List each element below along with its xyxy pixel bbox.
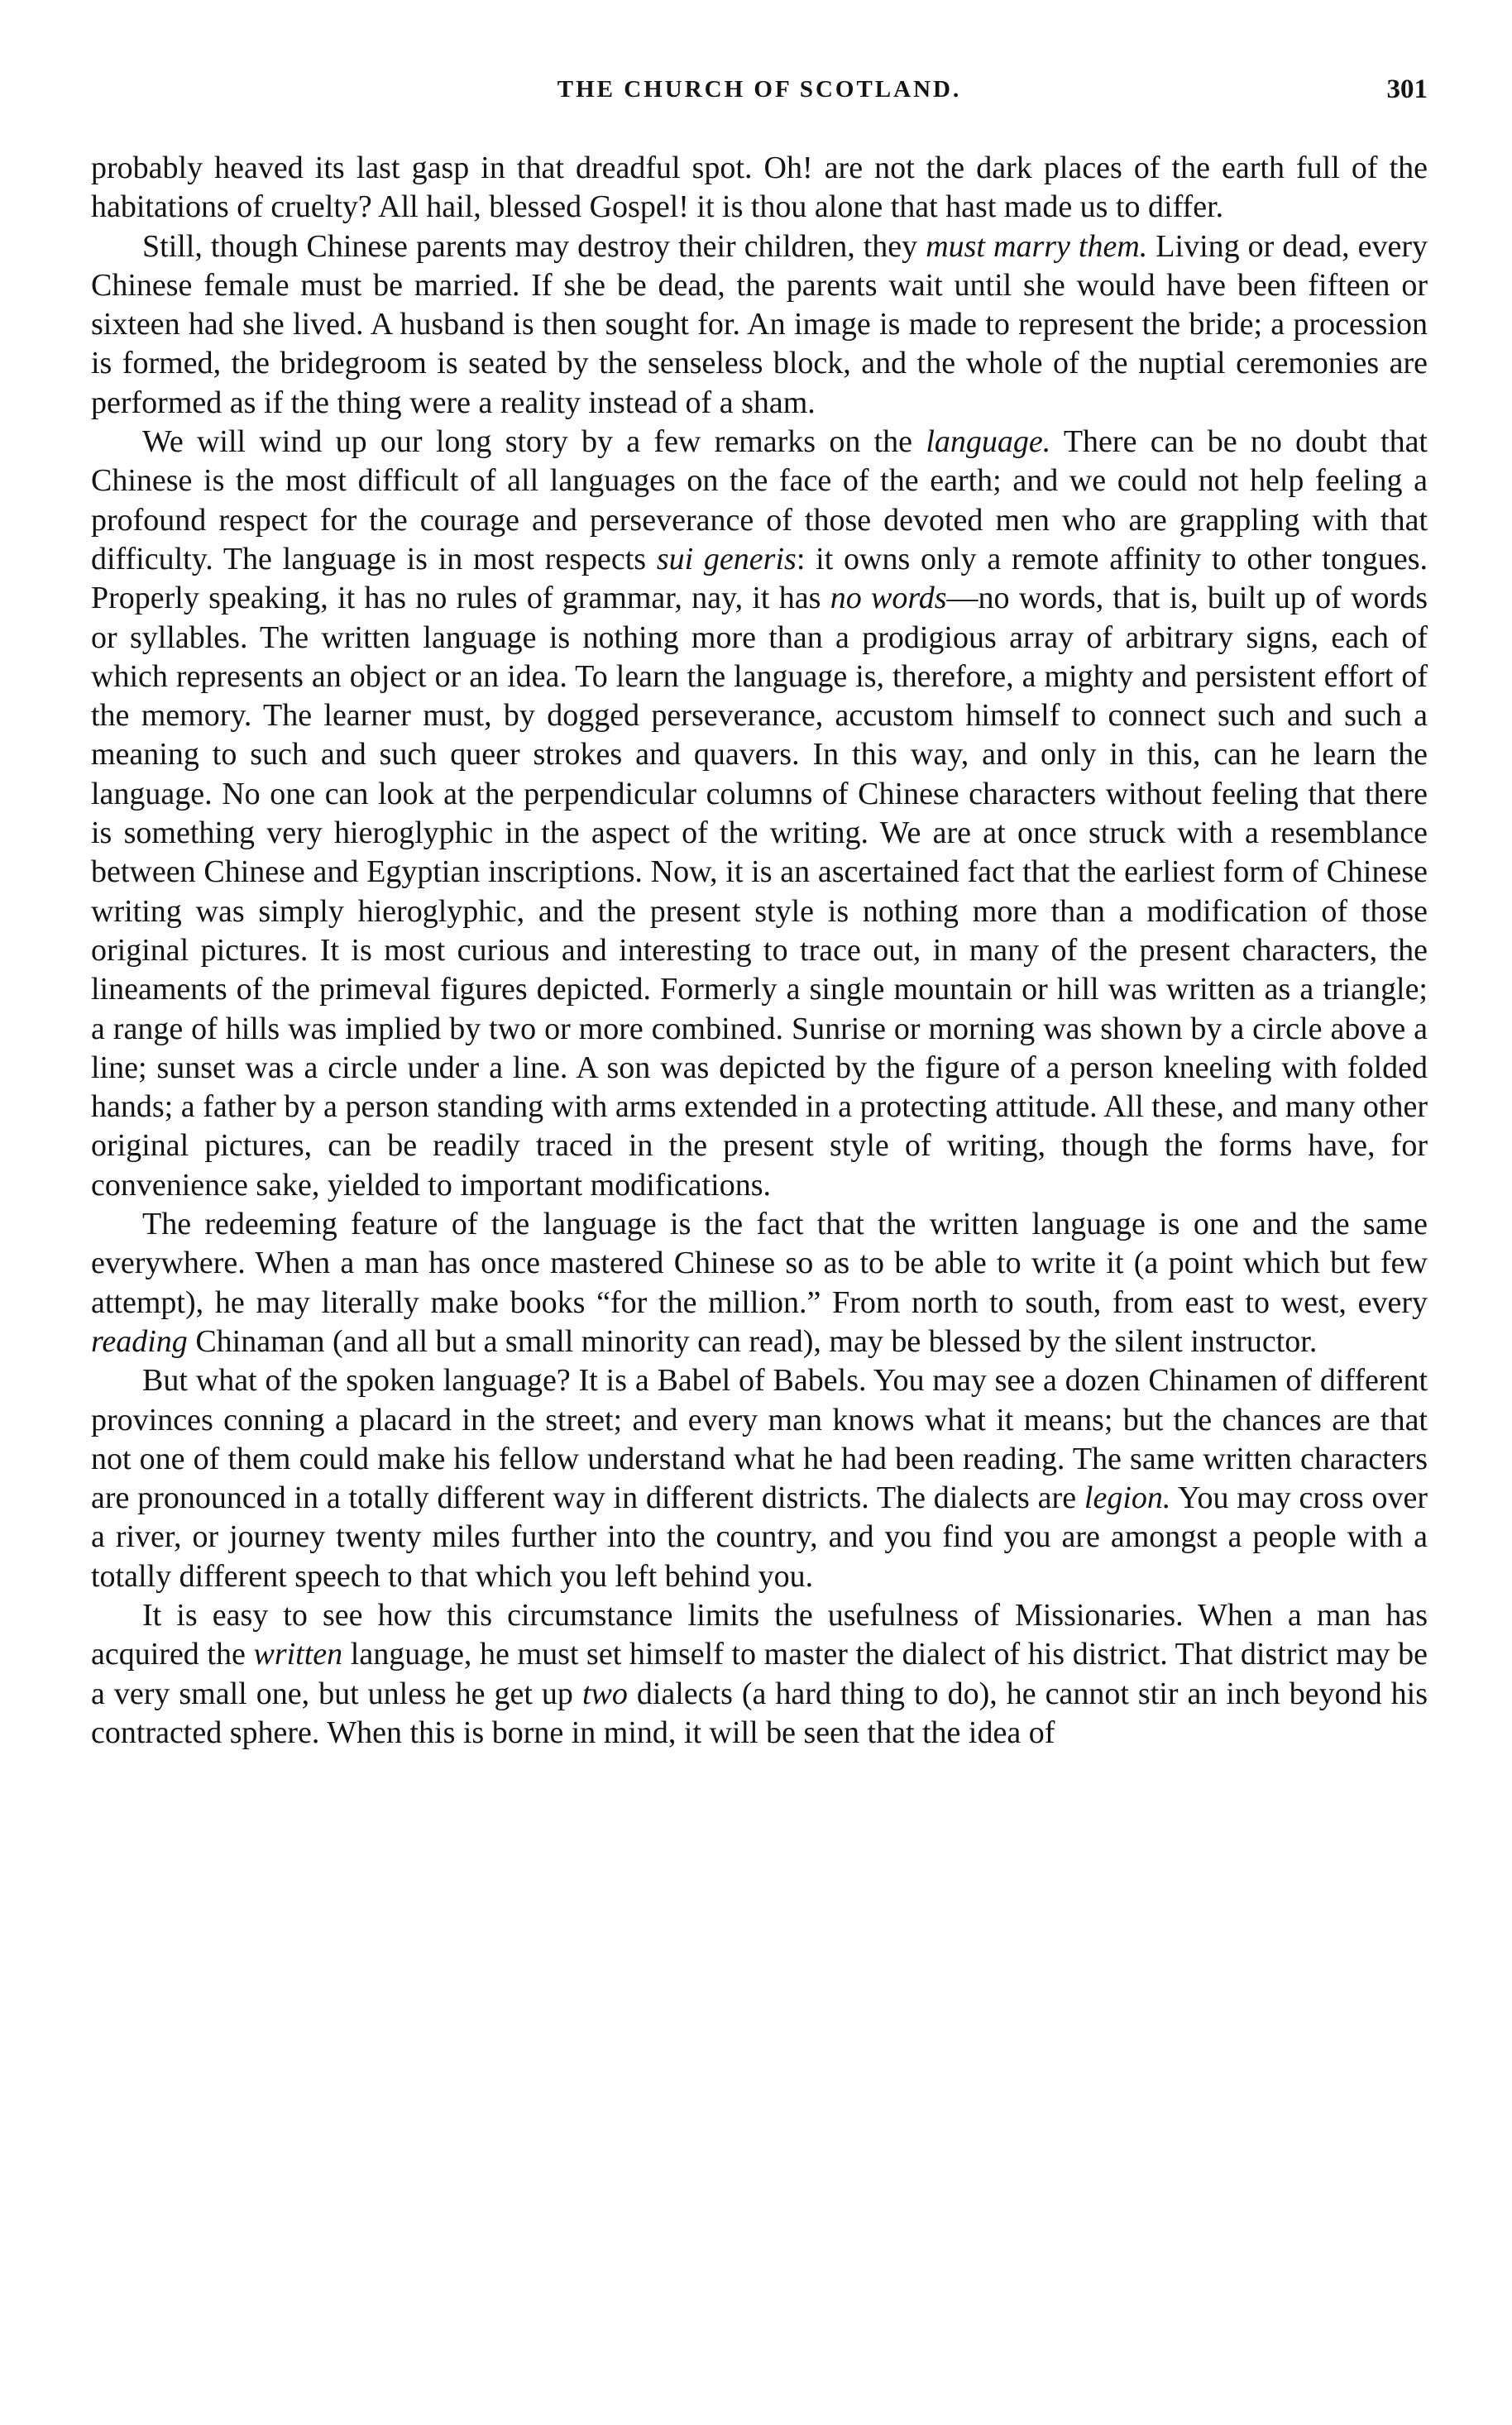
book-page	[91, 76, 1428, 1753]
running-head	[91, 76, 1428, 126]
paragraph	[91, 423, 1428, 1205]
italic-text: legion.	[1084, 1480, 1171, 1516]
text-run: probably heaved its last gasp in that dreadful spot. Oh! are not the dark places of the earth full of the habitations of cruelty? All hail, blessed Gospel! it is thou alone that hast made us to differ.	[91, 151, 1428, 225]
text-run: Living or dead, every Chinese female must be married. If she be dead, the parents wait until she would have been fifteen or sixteen had she lived. A husband is then sought for. An image is made to represent the bride; a procession is formed, the bridegroom is seated by the senseless block, and the whole of the nuptial ceremonies are performed as if the thing were a reality instead of a sham.	[91, 228, 1428, 420]
paragraph	[91, 227, 1428, 423]
italic-text: must marry them.	[926, 228, 1148, 264]
italic-text: sui generis	[656, 541, 797, 576]
text-run: We will wind up our long story by a few remarks on the	[142, 424, 926, 460]
italic-text: language.	[926, 424, 1051, 460]
text-run: Still, though Chinese parents may destroy their children, they	[142, 228, 926, 264]
text-run: —no words, that is, built up of words or syllables. The written language is nothing more than a prodigious array of arbitrary signs, each of which represents an object or an idea. To learn the language is, therefore, a mighty and persistent effort of the memory. The learner must, by dogged perseverance, accustom himself to connect such and such a meaning to such and such queer strokes and quavers. In this way, and only in this, can he learn the language. No one can look at the perpendicular columns of Chinese characters without feeling that there is something very hieroglyphic in the aspect of the writing. We are at once struck with a resemblance between Chinese and Egyptian inscriptions. Now, it is an ascertained fact that the earliest form of Chinese writing was simply hieroglyphic, and the present style is nothing more than a modification of those original pictures. It is most curious and interesting to trace out, in many of the present characters, the lineaments of the primeval figures depicted. Formerly a single mountain or hill was written as a triangle; a range of hills was implied by two or more combined. Sunrise or morning was shown by a circle above a line; sunset was a circle under a line. A son was depicted by the figure of a person kneeling with folded hands; a father by a person standing with arms extended in a protecting attitude. All these, and many other original pictures, can be readily traced in the present style of writing, though the forms have, for convenience sake, yielded to important modifications.	[91, 581, 1428, 1203]
italic-text: reading	[91, 1323, 188, 1359]
text-run: Chinaman (and all but a small minority can read), may be blessed by the silent instructor.	[187, 1323, 1318, 1359]
text-run: : it owns only a remote affinity to other tongues. Properly speaking, it has no rules of grammar, nay, it has	[91, 541, 1428, 616]
text-run: There can be no doubt that Chinese is the most difficult of all languages on the face of the earth; and we could not help feeling a profound respect for the courage and perseverance of those devoted men who are grappling with that difficulty. The language is in most respects	[91, 424, 1428, 576]
italic-text: two	[581, 1676, 628, 1711]
paragraph	[91, 1596, 1428, 1753]
text-run: It is easy to see how this circumstance limits the usefulness of Missionaries. When a man has acquired the	[91, 1597, 1428, 1672]
text-run: But what of the spoken language? It is a Babel of Babels. You may see a dozen Chinamen of different provinces conning a placard in the street; and every man knows what it means; but the chances are that not one of them could make his fellow understand what he had been reading. The same written characters are pronounced in a totally different way in different districts. The dialects are	[91, 1363, 1428, 1516]
text-run: You may cross over a river, or journey twenty miles further into the country, and you find you are amongst a people with a totally different speech to that which you left behind you.	[91, 1480, 1428, 1594]
paragraph	[91, 149, 1428, 227]
italic-text: no words	[830, 581, 947, 616]
text-run: language, he must set himself to master the dialect of his district. That district may be a very small one, but unless he get up	[91, 1637, 1428, 1711]
body-text	[91, 149, 1428, 1753]
running-title: THE CHURCH OF SCOTLAND.	[557, 76, 962, 103]
page-number: 301	[1386, 74, 1428, 104]
italic-text: written	[253, 1637, 343, 1672]
paragraph	[91, 1361, 1428, 1596]
text-run: dialects (a hard thing to do), he cannot stir an inch beyond his contracted sphere. When this is borne in mind, it will be seen that the idea of	[91, 1676, 1428, 1750]
text-run: The redeeming feature of the language is the fact that the written language is one and the same everywhere. When a man has once mastered Chinese so as to be able to write it (a point which but few attempt), he may literally make books “for the million.” From north to south, from east to west, every	[91, 1207, 1428, 1320]
paragraph	[91, 1205, 1428, 1361]
